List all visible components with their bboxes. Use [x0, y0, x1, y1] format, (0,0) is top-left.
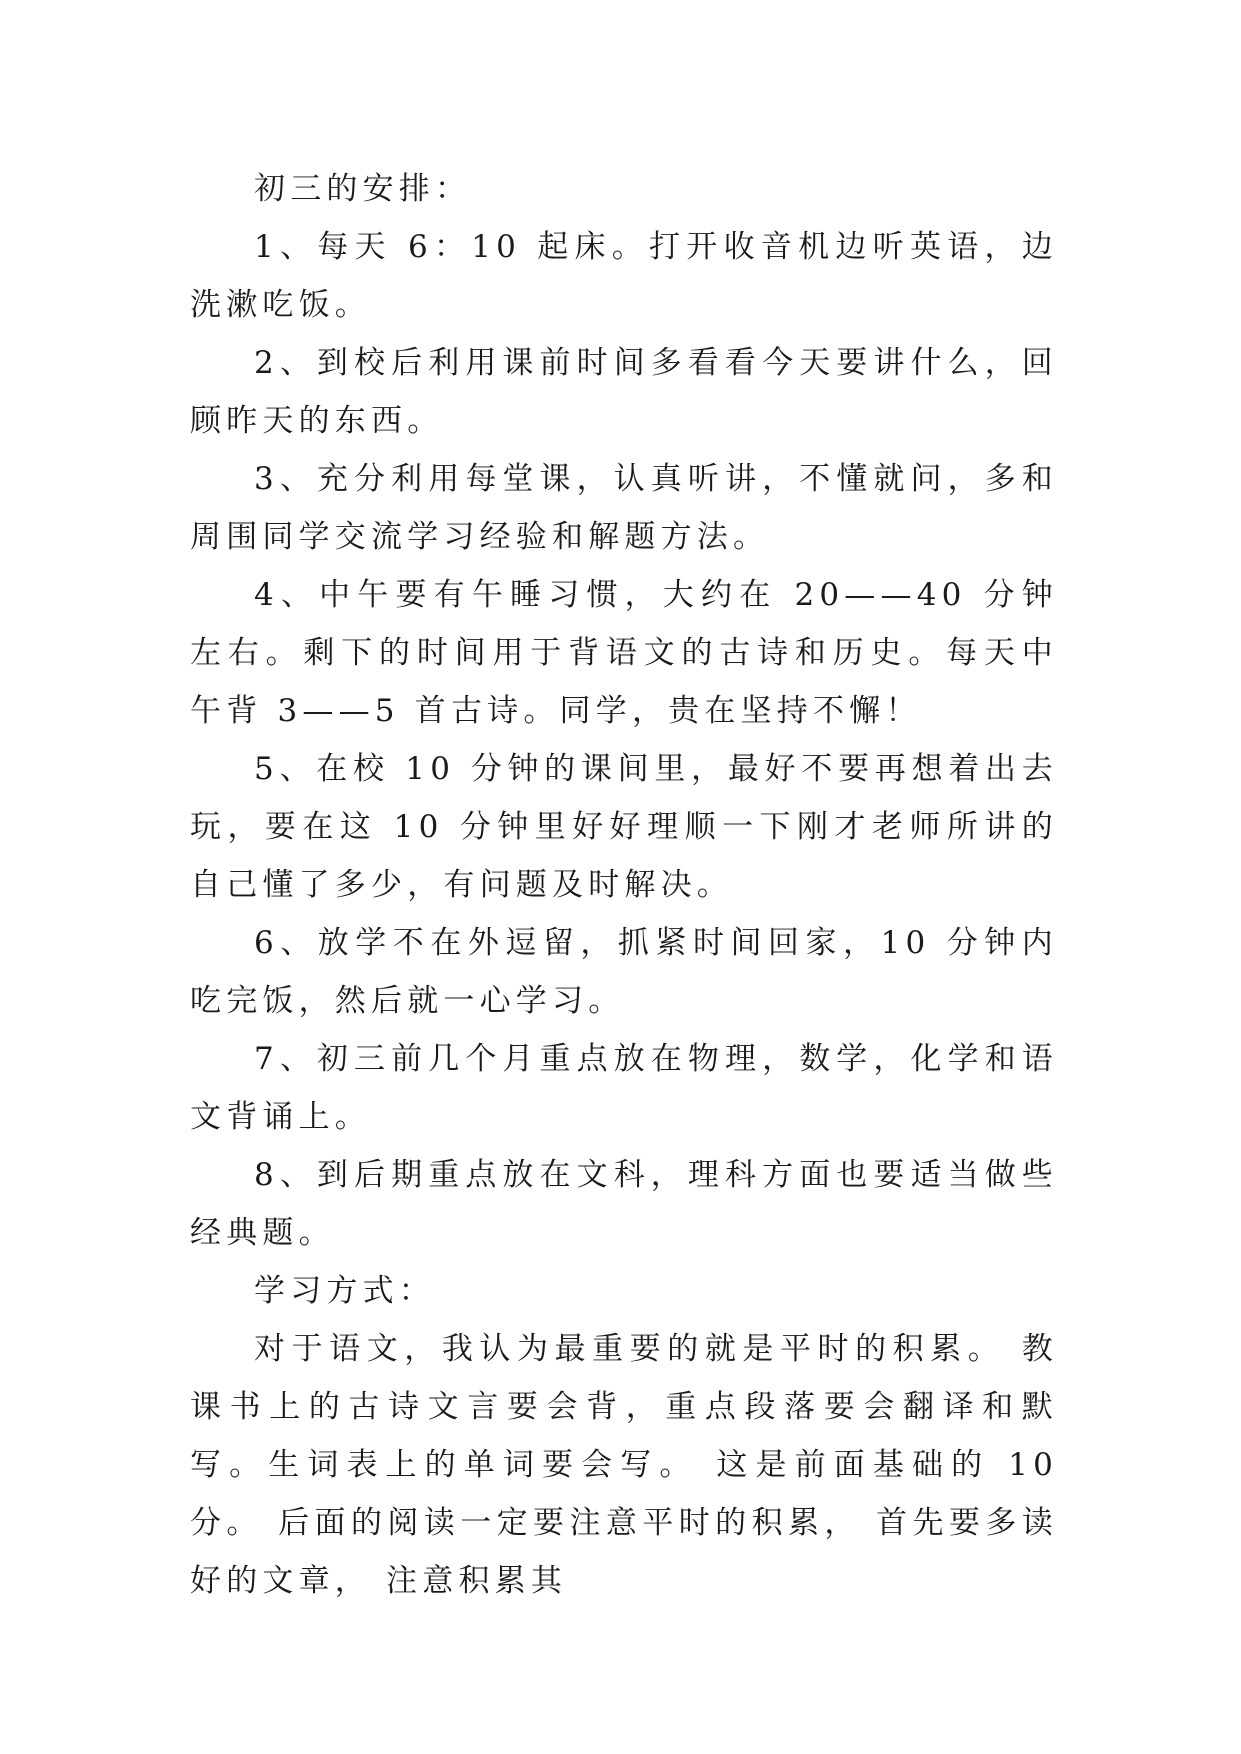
heading-arrangement: 初三的安排：	[254, 171, 472, 207]
paragraph-chinese-study: 对于语文，我认为最重要的就是平时的积累。 教课书上的古诗文言要会背，重点段落要会翻译和默写。生词表上的单词要会写。 这是前面基础的 10 分。 后面的阅读一定要注意平时的积累， 首先要多读好的文章， 注意积累其	[190, 1331, 1058, 1599]
paragraph-item-3: 3、充分利用每堂课，认真听讲，不懂就问，多和周围同学交流学习经验和解题方法。	[190, 461, 1058, 555]
document-page	[190, 160, 1058, 1610]
paragraph-item-5: 5、在校 10 分钟的课间里，最好不要再想着出去玩，要在这 10 分钟里好好理顺一下刚才老师所讲的自己懂了多少，有问题及时解决。	[190, 751, 1058, 903]
paragraph-item-2: 2、到校后利用课前时间多看看今天要讲什么，回顾昨天的东西。	[190, 345, 1058, 439]
paragraph-item-8: 8、到后期重点放在文科，理科方面也要适当做些经典题。	[190, 1157, 1058, 1251]
paragraph-item-7: 7、初三前几个月重点放在物理，数学，化学和语文背诵上。	[190, 1041, 1058, 1135]
paragraph-item-1: 1、每天 6：10 起床。打开收音机边听英语，边洗漱吃饭。	[190, 229, 1058, 323]
paragraph-item-4: 4、中午要有午睡习惯，大约在 20——40 分钟左右。剩下的时间用于背语文的古诗和历史。每天中午背 3——5 首古诗。同学，贵在坚持不懈！	[190, 577, 1058, 729]
paragraph-item-6: 6、放学不在外逗留，抓紧时间回家，10 分钟内吃完饭，然后就一心学习。	[190, 925, 1058, 1019]
heading-study-method: 学习方式：	[254, 1273, 435, 1309]
